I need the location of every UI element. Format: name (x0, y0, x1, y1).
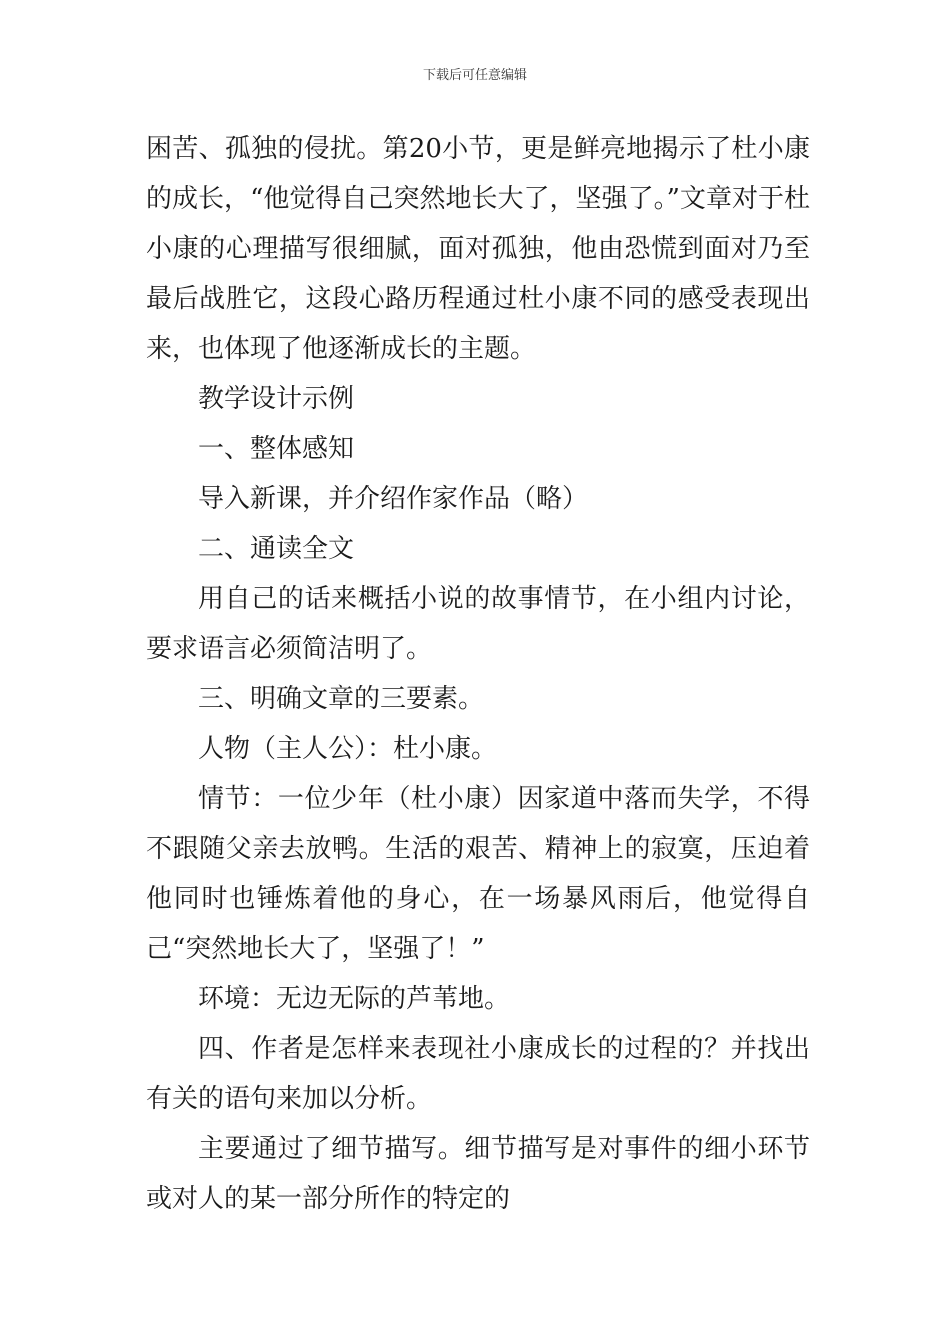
paragraph-introduction: 导入新课，并介绍作家作品（略） (198, 484, 589, 514)
section-heading-overall-perception: 一、整体感知 (198, 434, 355, 464)
paragraph-environment: 环境：无边无际的芦苇地。 (198, 984, 511, 1014)
section-heading-three-elements: 三、明确文章的三要素。 (198, 684, 485, 714)
paragraph-plot: 情节：一位少年（杜小康）因家道中落而失学，不得不跟随父亲去放鸭。生活的艰苦、精神上的寂寞，压迫着他同时也锤炼着他的身心，在一场暴风雨后，他觉得自己“突然地长大了，坚强了！” (146, 784, 810, 964)
section-heading-teaching-design: 教学设计示例 (198, 384, 355, 414)
section-heading-question-four: 四、作者是怎样来表现社小康成长的过程的？并找出有关的语句来加以分析。 (146, 1034, 810, 1114)
document-body (146, 124, 810, 1224)
paragraph-detail-description: 主要通过了细节描写。细节描写是对事件的细小环节或对人的某一部分所作的特定的 (146, 1134, 810, 1214)
section-heading-read-through: 二、通读全文 (198, 534, 355, 564)
page-header-note: 下载后可任意编辑 (422, 68, 527, 83)
paragraph-continuation: 困苦、孤独的侵扰。第20小节，更是鲜亮地揭示了杜小康的成长，“他觉得自己突然地长大了，坚强了。”文章对于杜小康的心理描写很细腻，面对孤独，他由恐慌到面对乃至最后战胜它，这段心路历程通过杜小康不同的感受表现出来，也体现了他逐渐成长的主题。 (146, 134, 810, 364)
paragraph-summarize-plot: 用自己的话来概括小说的故事情节，在小组内讨论，要求语言必须简洁明了。 (146, 584, 810, 664)
paragraph-character: 人物（主人公）：杜小康。 (198, 734, 498, 764)
